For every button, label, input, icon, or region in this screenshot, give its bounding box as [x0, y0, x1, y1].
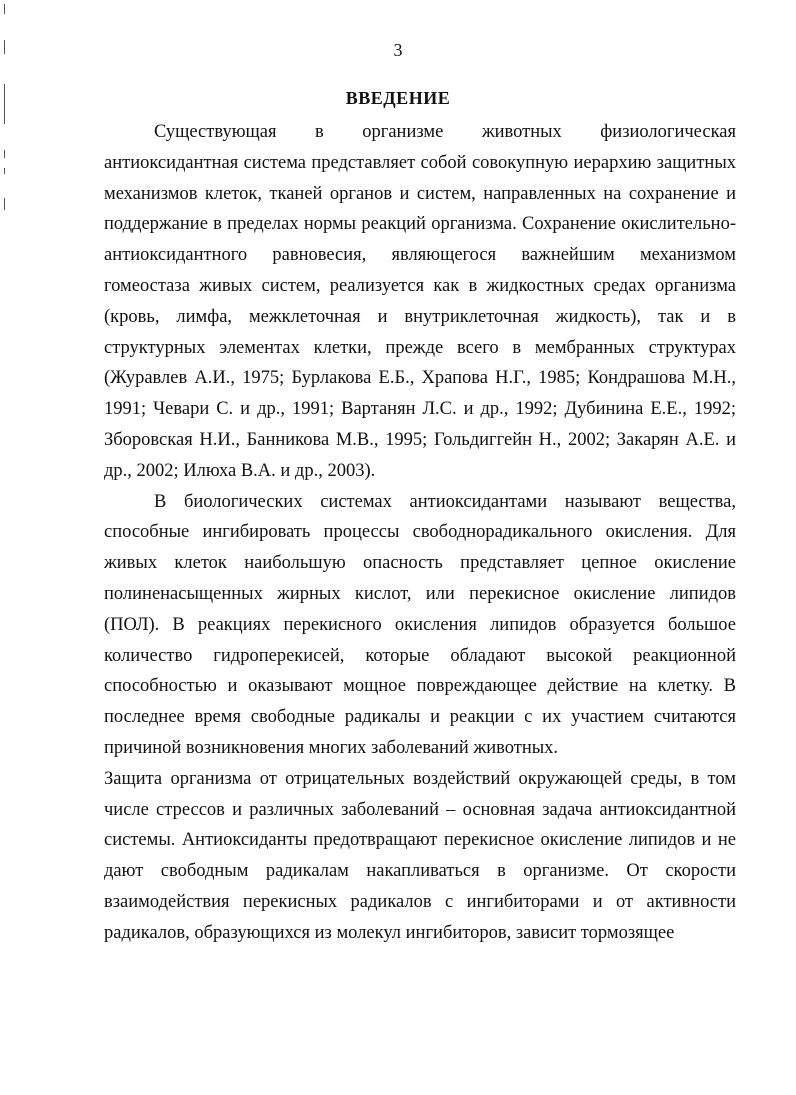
- document-body: [104, 117, 736, 949]
- paragraph-biological-antioxidants: В биологических системах антиоксидантами называют вещества, способные ингибировать процессы свободнорадикального окисления. Для живых клеток наибольшую опасность представляет цепное окисление полиненасыщенных жирных кислот, или перекисное окисление липидов (ПОЛ). В реакциях перекисного окисления липидов образуется большое количество гидроперекисей, которые обладают высокой реакционной способностью и оказывают мощное повреждающее действие на клетку. В последнее время свободные радикалы и реакции с их участием считаются причиной возникновения многих заболеваний животных.: [104, 491, 736, 758]
- page-number: 3: [393, 40, 403, 60]
- paragraph-antioxidant-system: Существующая в организме животных физиологическая антиоксидантная система представляет собой совокупную иерархию защитных механизмов клеток, тканей органов и систем, направленных на сохранение и поддержание в пределах нормы реакций организма. Сохранение окислительно-антиоксидантного равновесия, являющегося важнейшим механизмом гомеостаза живых систем, реализуется как в жидкостных средах организма (кровь, лимфа, межклеточная и внутриклеточная жидкость), так и в структурных элементах клетки, прежде всего в мембранных структурах (Журавлев А.И., 1975; Бурлакова Е.Б., Храпова Н.Г., 1985; Кондрашова М.Н., 1991; Чевари С. и др., 1991; Вартанян Л.С. и др., 1992; Дубинина Е.Е., 1992; Зборовская Н.И., Банникова М.В., 1995; Гольдиггейн Н., 2002; Закарян А.Е. и др., 2002; Илюха В.А. и др., 2003).: [104, 122, 736, 481]
- page-title: ВВЕДЕНИЕ: [345, 88, 451, 108]
- scan-edge-marks: [2, 0, 8, 230]
- paragraph-organism-protection: Защита организма от отрицательных воздействий окружающей среды, в том числе стрессов и различных заболеваний – основная задача антиоксидантной системы. Антиоксиданты предотвращают перекисное окисление липидов и не дают свободным радикалам накапливаться в организме. От скорости взаимодействия перекисных радикалов с ингибиторами и от активности радикалов, образующихся из молекул ингибиторов, зависит тормозящее: [104, 768, 736, 943]
